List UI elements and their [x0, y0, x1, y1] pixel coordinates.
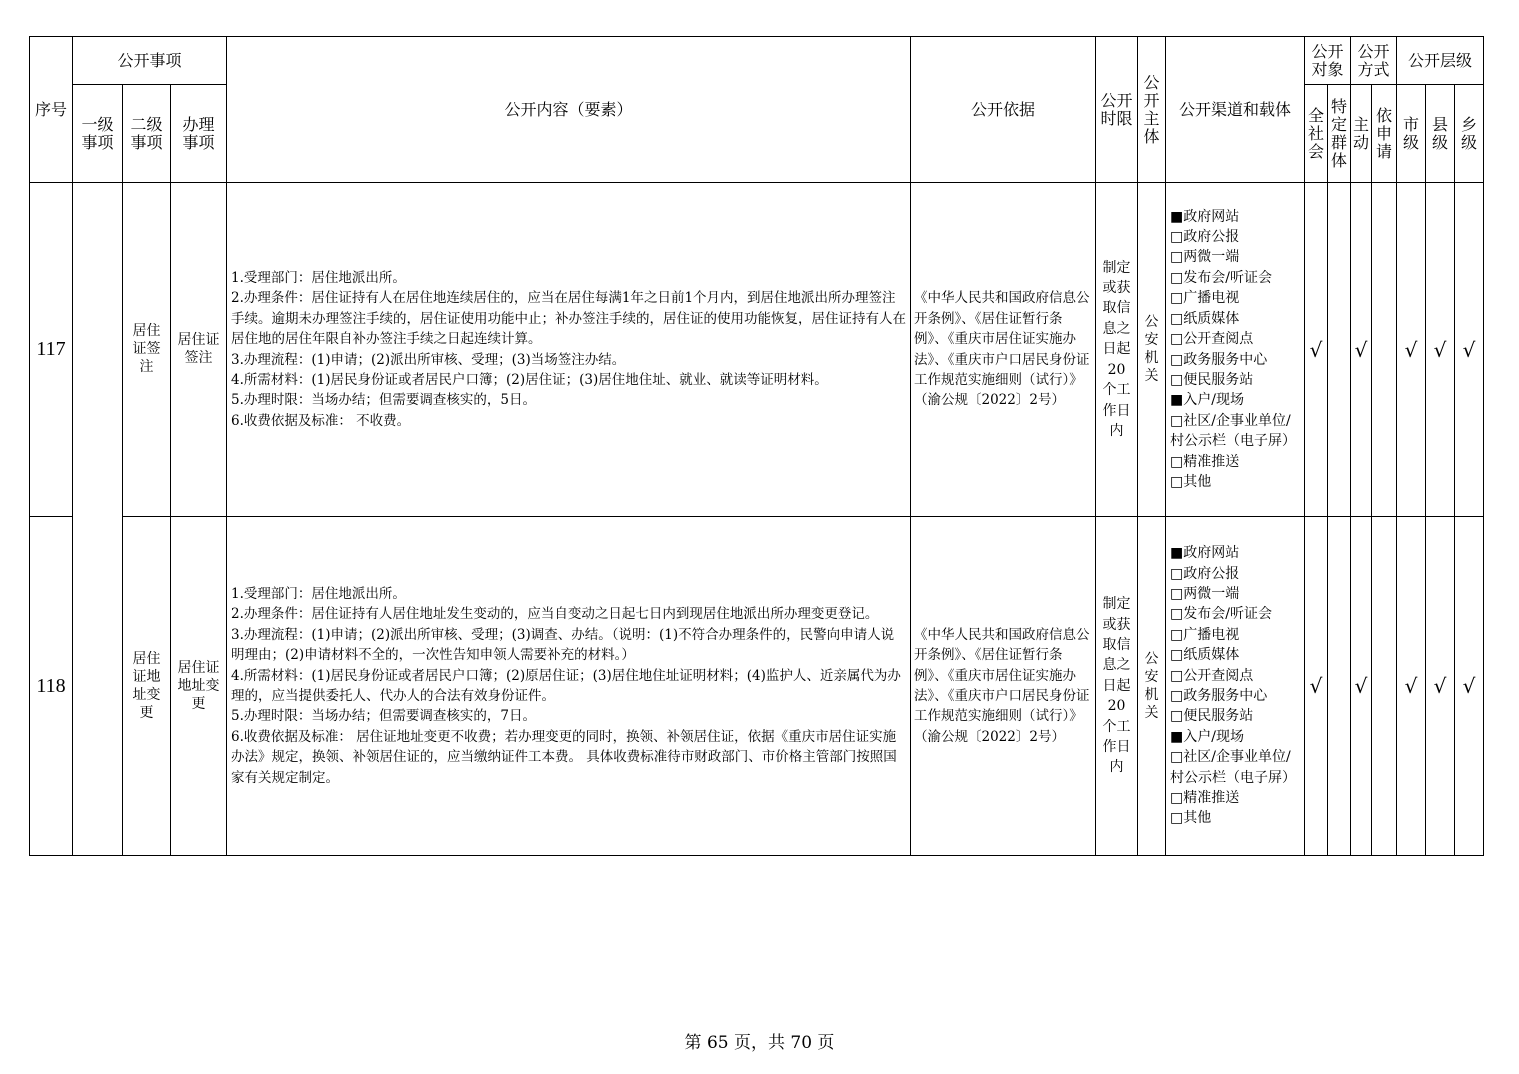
- channel-item: □社区/企事业单位/村公示栏（电子屏）: [1170, 412, 1296, 450]
- header-object: 公开对象: [1305, 37, 1351, 85]
- header-public-items: 公开事项: [73, 37, 227, 85]
- disclosure-table: [29, 36, 1484, 856]
- check-object-all: √: [1305, 183, 1328, 517]
- row-content: 1.受理部门：居住地派出所。 2.办理条件：居住证持有人居住地址发生变动的，应当自变动之日起七日内到现居住地派出所办理变更登记。 3.办理流程：(1)申请；(2)派出所审核、受理；(3)调查、办结。（说明：(1)不符合办理条件的，民警向申请人说明理由；(2)申请材料不全的，一次性告知申领人需要补充的材料。） 4.所需材料：(1)居民身份证或者居民户口簿；(2)原居住证；(3)居住地住址证明材料；(4)监护人、近亲属代为办理的，应当提供委托人、代办人的合法有效身份证件。 5.办理时限：当场办结；但需要调查核实的，7日。 6.收费依据及标准： 居住证地址变更不收费；若办理变更的同时，换领、补领居住证，依据《重庆市居住证实施办法》规定，换领、补领居住证的，应当缴纳证件工本费。 具体收费标准待市财政部门、市价格主管部门按照国家有关规定制定。: [227, 517, 911, 856]
- header-method-apply: 依申请: [1372, 85, 1397, 183]
- row-basis: 《中华人民共和国政府信息公开条例》、《居住证暂行条例》、《重庆市居住证实施办法》、《重庆市户口居民身份证工作规范实施细则（试行）》（渝公规〔2022〕2号）: [911, 517, 1096, 856]
- header-handle: 办理事项: [171, 85, 227, 183]
- row-time-limit: 制定或获取信息之日起20个工作日内: [1096, 183, 1138, 517]
- row-basis: 《中华人民共和国政府信息公开条例》、《居住证暂行条例》、《重庆市居住证实施办法》、《重庆市户口居民身份证工作规范实施细则（试行）》（渝公规〔2022〕2号）: [911, 183, 1096, 517]
- header-subject: 公开主体: [1138, 37, 1166, 183]
- header-content: 公开内容（要素）: [227, 37, 911, 183]
- row-content: 1.受理部门：居住地派出所。 2.办理条件：居住证持有人在居住地连续居住的，应当在居住每满1年之日前1个月内，到居住地派出所办理签注手续。逾期未办理签注手续的，居住证使用功能中止；补办签注手续的，居住证的使用功能恢复，居住证持有人在居住地的居住年限自补办签注手续之日起连续计算。 3.办理流程：(1)申请；(2)派出所审核、受理；(3)当场签注办结。 4.所需材料：(1)居民身份证或者居民户口簿；(2)居住证；(3)居住地住址、就业、就读等证明材料。 5.办理时限：当场办结；但需要调查核实的，5日。 6.收费依据及标准： 不收费。: [227, 183, 911, 517]
- header-basis: 公开依据: [911, 37, 1096, 183]
- channel-item: □便民服务站: [1170, 371, 1254, 388]
- channel-item: □广播电视: [1170, 626, 1240, 643]
- channel-item: □公开查阅点: [1170, 667, 1254, 684]
- page-footer: 第 65 页，共 70 页: [684, 1033, 835, 1053]
- header-object-all: 全社会: [1305, 85, 1328, 183]
- check-level-town: √: [1455, 183, 1484, 517]
- check-object-all: √: [1305, 517, 1328, 856]
- check-level-city: √: [1397, 517, 1426, 856]
- table-row: [30, 183, 1484, 517]
- check-method-apply: [1372, 183, 1397, 517]
- row-handle: 居住证地址变更: [171, 517, 227, 856]
- row-level2: 居住证地址变更: [123, 517, 171, 856]
- channel-item: □发布会/听证会: [1170, 269, 1272, 286]
- row-level2: 居住证签注: [123, 183, 171, 517]
- check-method-active: √: [1351, 517, 1372, 856]
- channel-item: □政务服务中心: [1170, 351, 1268, 368]
- channel-item: □精准推送: [1170, 790, 1240, 807]
- header-level: 公开层级: [1397, 37, 1484, 85]
- row-subject: 公安机关: [1138, 517, 1166, 856]
- channel-item: □便民服务站: [1170, 708, 1254, 725]
- row-channels: [1166, 183, 1305, 517]
- row-handle: 居住证签注: [171, 183, 227, 517]
- channel-item: ■入户/现场: [1170, 728, 1244, 745]
- channel-item: □政府公报: [1170, 565, 1240, 582]
- header-time-limit: 公开时限: [1096, 37, 1138, 183]
- check-object-specific: [1328, 183, 1351, 517]
- channel-item: ■入户/现场: [1170, 392, 1244, 409]
- header-method-active: 主动: [1351, 85, 1372, 183]
- channel-item: □政务服务中心: [1170, 688, 1268, 704]
- check-level-town: √: [1455, 517, 1484, 856]
- header-method: 公开方式: [1351, 37, 1397, 85]
- row-level1: [73, 183, 123, 856]
- channel-item: □公开查阅点: [1170, 331, 1254, 348]
- channel-item: □广播电视: [1170, 290, 1240, 307]
- check-method-apply: [1372, 517, 1397, 856]
- check-level-county: √: [1426, 183, 1455, 517]
- table-row: [30, 517, 1484, 856]
- row-subject: 公安机关: [1138, 183, 1166, 517]
- channel-item: □精准推送: [1170, 453, 1240, 470]
- row-time-limit: 制定或获取信息之日起20个工作日内: [1096, 517, 1138, 856]
- row-channels: [1166, 517, 1305, 856]
- check-level-county: √: [1426, 517, 1455, 856]
- check-object-specific: [1328, 517, 1351, 856]
- header-channels: 公开渠道和载体: [1166, 37, 1305, 183]
- channel-item: ■政府网站: [1170, 208, 1240, 225]
- row-seq: 118: [30, 517, 73, 856]
- header-level-city: 市级: [1397, 85, 1426, 183]
- header-object-specific: 特定群体: [1328, 85, 1351, 183]
- header-level1: 一级事项: [73, 85, 123, 183]
- channel-item: □政府公报: [1170, 229, 1240, 246]
- channel-item: □两微一端: [1170, 585, 1240, 602]
- channel-item: □纸质媒体: [1170, 647, 1240, 664]
- channel-item: ■政府网站: [1170, 545, 1240, 562]
- channel-item: □纸质媒体: [1170, 310, 1240, 327]
- check-method-active: √: [1351, 183, 1372, 517]
- header-seq: 序号: [30, 37, 73, 183]
- header-level2: 二级事项: [123, 85, 171, 183]
- header-level-county: 县级: [1426, 85, 1455, 183]
- header-level-town: 乡级: [1455, 85, 1484, 183]
- channel-item: □社区/企事业单位/村公示栏（电子屏）: [1170, 749, 1296, 786]
- channel-item: □发布会/听证会: [1170, 606, 1272, 623]
- channel-item: □其他: [1170, 473, 1212, 490]
- check-level-city: √: [1397, 183, 1426, 517]
- channel-item: □两微一端: [1170, 249, 1240, 266]
- row-seq: 117: [30, 183, 73, 517]
- channel-item: □其他: [1170, 810, 1212, 827]
